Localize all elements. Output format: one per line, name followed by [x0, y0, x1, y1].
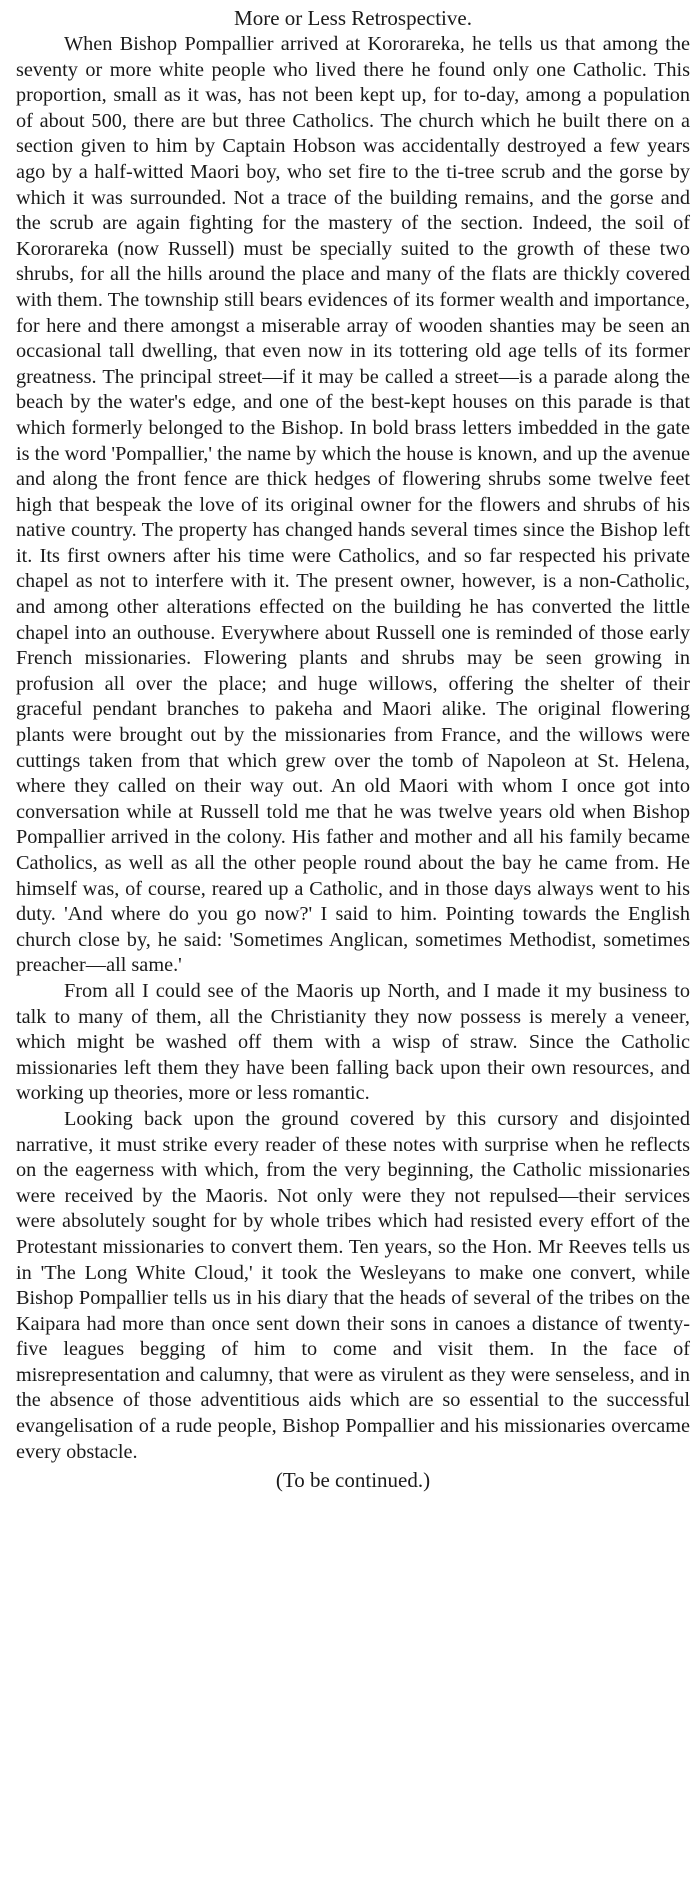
- paragraph-2: From all I could see of the Maoris up North, and I made it my business to talk to many of them, all the Christianity they now possess is merely a veneer, which might be washed off them with a wisp of straw. Since the Catholic missionaries left them they have been falling back upon their own resources, and working up theories, more or less romantic.: [16, 979, 690, 1105]
- article-title: More or Less Retrospective.: [234, 6, 472, 30]
- paragraph-1: When Bishop Pompallier arrived at Kororareka, he tells us that among the seventy or more white people who lived there he found only one Catholic. This proportion, small as it was, has not been kept up, for to-day, among a population of about 500, there are but three Catholics. The church which he built there on a section given to him by Captain Hobson was accidentally destroyed a few years ago by a half-witted Maori boy, who set fire to the ti-tree scrub and the gorse by which it was surrounded. Not a trace of the building remains, and the gorse and the scrub are again fighting for the mastery of the section. Indeed, the soil of Kororareka (now Russell) must be specially suited to the growth of these two shrubs, for all the hills around the place and many of the flats are thickly covered with them. The township still bears evidences of its former wealth and importance, for here and there amongst a miserable array of wooden shanties may be seen an occasional tall dwelling, that even now in its tottering old age tells of its former greatness. The principal street—if it may be called a street—is a parade along the beach by the water's edge, and one of the best-kept houses on this parade is that which formerly belonged to the Bishop. In bold brass letters imbedded in the gate is the word 'Pompallier,' the name by which the house is known, and up the avenue and along the front fence are thick hedges of flowering shrubs some twelve feet high that bespeak the love of its original owner for the flowers and shrubs of his native country. The property has changed hands several times since the Bishop left it. Its first owners after his time were Catholics, and so far respected his private chapel as not to interfere with it. The present owner, however, is a non-Catholic, and among other alterations effected on the building he has converted the little chapel into an outhouse. Everywhere about Russell one is reminded of those early French missionaries. Flowering plants and shrubs may be seen growing in profusion all over the place; and huge willows, offering the shelter of their graceful pendant branches to pakeha and Maori alike. The original flowering plants were brought out by the missionaries from France, and the willows were cuttings taken from that which grew over the tomb of Napoleon at St. Helena, where they called on their way out. An old Maori with whom I once got into conversation while at Russell told me that he was twelve years old when Bishop Pompallier arrived in the colony. His father and mother and all his family became Catholics, as well as all the other people round about the bay he came from. He himself was, of course, reared up a Catholic, and in those days always went to his duty. 'And where do you go now?' I said to him. Pointing towards the English church close by, he said: 'Sometimes Anglican, sometimes Methodist, sometimes preacher—all same.': [16, 33, 690, 977]
- continued-note: (To be continued.): [275, 1468, 431, 1493]
- paragraph-3: Looking back upon the ground covered by this cursory and disjointed narrative, it must strike every reader of these notes with surprise when he reflects on the eagerness with which, from the very beginning, the Catholic missionaries were received by the Maoris. Not only were they not repulsed—their services were absolutely sought for by whole tribes which had resisted every effort of the Protestant missionaries to convert them. Ten years, so the Hon. Mr Reeves tells us in 'The Long White Cloud,' it took the Wesleyans to make one convert, while Bishop Pompallier tells us in his diary that the heads of several of the tribes on the Kaipara had more than once sent down their sons in canoes a distance of twenty-five leagues begging of him to come and visit them. In the face of misrepresentation and calumny, that were as virulent as they were senseless, and in the absence of those adventitious aids which are so essential to the successful evangelisation of a rude people, Bishop Pompallier and his missionaries overcame every obstacle.: [16, 1107, 690, 1463]
